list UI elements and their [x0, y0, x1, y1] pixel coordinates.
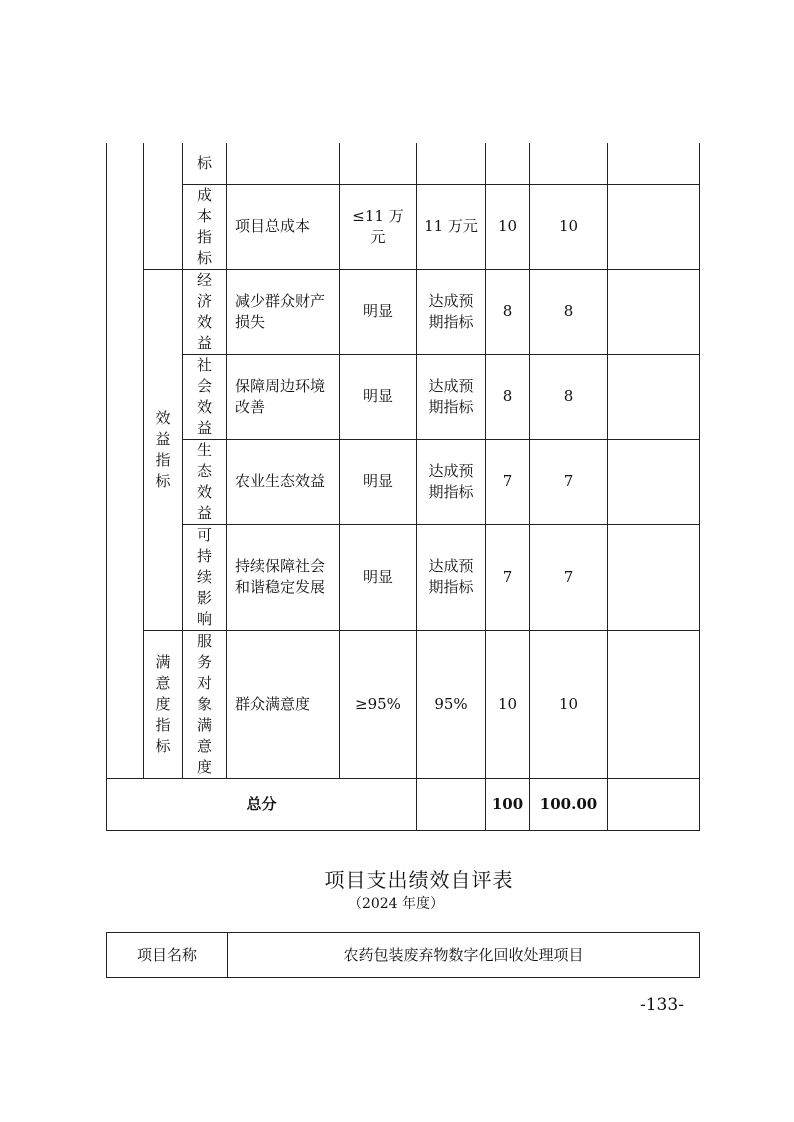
total-label: 总分: [107, 778, 417, 830]
cost-indicator: 项目总成本: [227, 184, 340, 269]
year-subtitle: （2024 年度）: [347, 896, 445, 912]
benefit-indicator: 减少群众财产损失: [227, 269, 340, 354]
project-info-table: [106, 932, 700, 978]
benefit-indicator: 农业生态效益: [227, 439, 340, 524]
benefit-actual: 达成预期指标: [417, 269, 486, 354]
performance-table: [106, 143, 700, 831]
page-title: 项目支出绩效自评表: [324, 868, 514, 892]
cost-actual: 11 万元: [417, 184, 486, 269]
table-row: [107, 354, 700, 439]
benefit-actual: 达成预期指标: [417, 524, 486, 630]
benefit-category: 社会效益: [183, 354, 227, 439]
project-name-value: 农药包装废弃物数字化回收处理项目: [228, 933, 700, 978]
table-row: [107, 439, 700, 524]
benefit-score: 8: [530, 269, 608, 354]
cost-target: ≤11 万元: [340, 184, 417, 269]
benefit-actual: 达成预期指标: [417, 439, 486, 524]
total-score: 100.00: [530, 778, 608, 830]
table-row: [107, 524, 700, 630]
benefit-category: 经济效益: [183, 269, 227, 354]
benefit-weight: 8: [486, 269, 530, 354]
benefit-category: 可持续影响: [183, 524, 227, 630]
benefit-group: 效益指标: [144, 269, 183, 630]
page-number: -133-: [640, 995, 684, 1015]
partial-indicator-cell: [227, 143, 340, 184]
total-row: [107, 778, 700, 830]
satisfaction-score: 10: [530, 630, 608, 778]
table-row: [107, 184, 700, 269]
cost-score: 10: [530, 184, 608, 269]
benefit-target: 明显: [340, 439, 417, 524]
benefit-category: 生态效益: [183, 439, 227, 524]
benefit-score: 8: [530, 354, 608, 439]
satisfaction-group: 满意度指标: [144, 630, 183, 778]
cost-weight: 10: [486, 184, 530, 269]
benefit-score: 7: [530, 524, 608, 630]
benefit-target: 明显: [340, 354, 417, 439]
benefit-indicator: 持续保障社会和谐稳定发展: [227, 524, 340, 630]
project-name-label: 项目名称: [107, 933, 228, 978]
satisfaction-actual: 95%: [417, 630, 486, 778]
benefit-actual: 达成预期指标: [417, 354, 486, 439]
benefit-weight: 7: [486, 524, 530, 630]
output-group-cell: [144, 143, 183, 269]
partial-indicator-label: 标: [183, 143, 227, 184]
cost-category: 成本指标: [183, 184, 227, 269]
table-row: [107, 630, 700, 778]
satisfaction-category: 服务对象满意度: [183, 630, 227, 778]
benefit-target: 明显: [340, 524, 417, 630]
total-weight: 100: [486, 778, 530, 830]
benefit-target: 明显: [340, 269, 417, 354]
benefit-indicator: 保障周边环境改善: [227, 354, 340, 439]
satisfaction-weight: 10: [486, 630, 530, 778]
outer-spanning-cell: [107, 143, 144, 778]
benefit-weight: 8: [486, 354, 530, 439]
table-row: [107, 269, 700, 354]
benefit-score: 7: [530, 439, 608, 524]
benefit-weight: 7: [486, 439, 530, 524]
satisfaction-indicator: 群众满意度: [227, 630, 340, 778]
satisfaction-target: ≥95%: [340, 630, 417, 778]
